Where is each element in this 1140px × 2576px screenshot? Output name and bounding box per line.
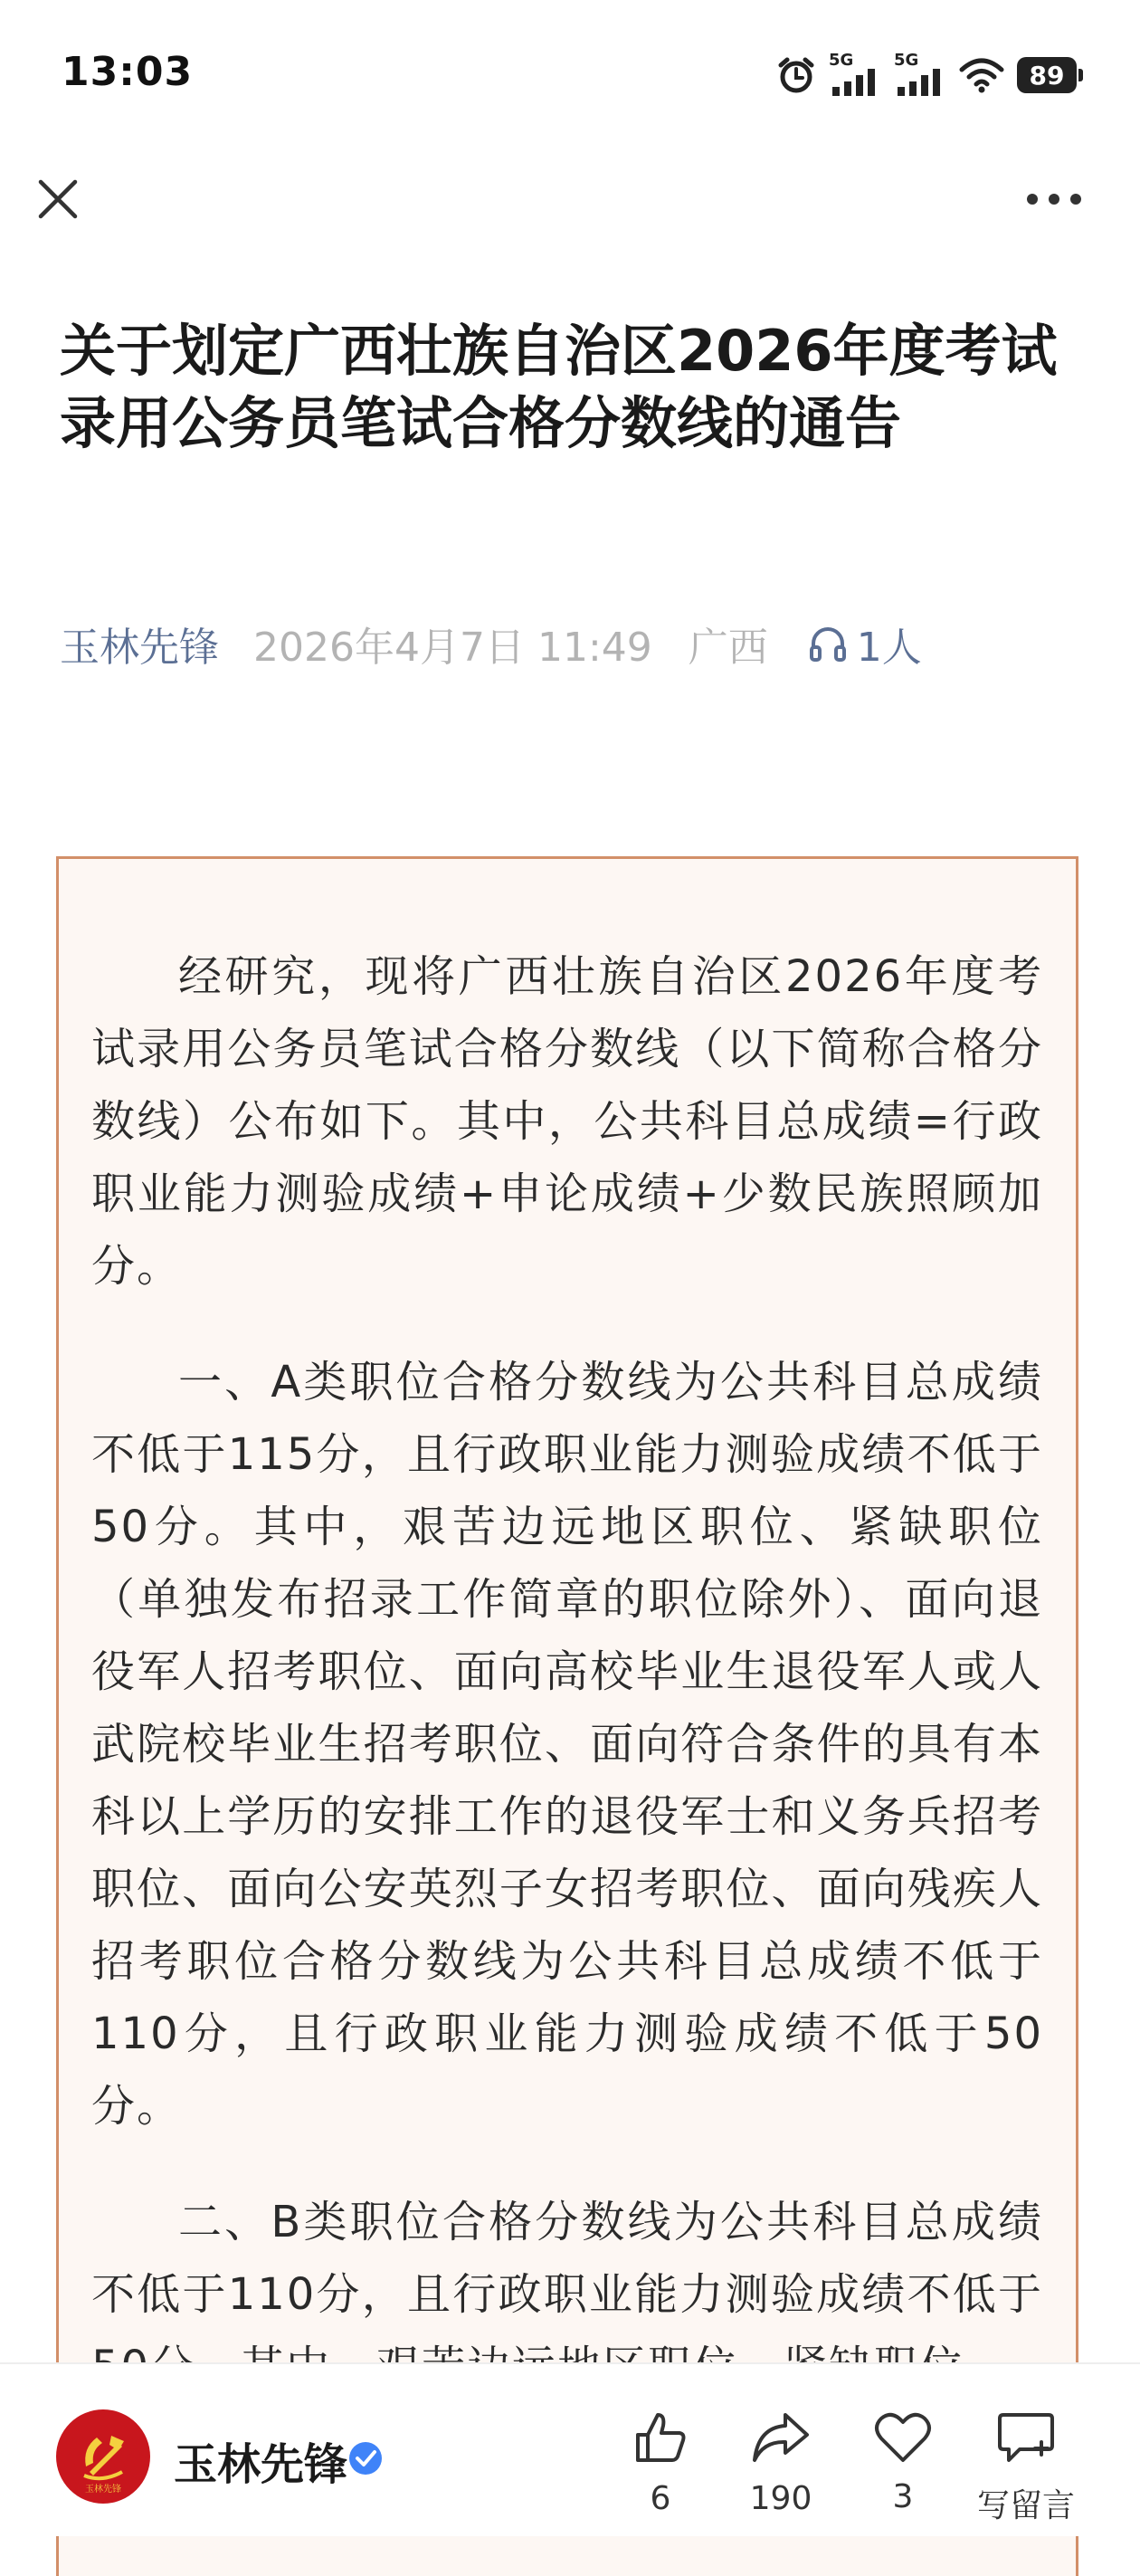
- close-button[interactable]: [33, 174, 83, 224]
- favorite-button[interactable]: [840, 2409, 966, 2515]
- network-label: 5G: [829, 51, 854, 70]
- favorite-count: 3: [892, 2478, 914, 2515]
- verified-badge-icon: [347, 2440, 384, 2476]
- status-icons: [776, 52, 1077, 98]
- region-label: 广西: [688, 625, 768, 671]
- signal-icon-2: [894, 51, 946, 96]
- page-title: 关于划定广西壮族自治区2026年度考试录用公务员笔试合格分数线的通告: [60, 318, 1058, 456]
- more-icon: [1026, 193, 1082, 205]
- comment-button[interactable]: [963, 2409, 1089, 2526]
- heart-icon: [874, 2409, 932, 2464]
- share-icon: [751, 2409, 811, 2466]
- share-button[interactable]: [717, 2409, 844, 2517]
- battery-icon: [1017, 57, 1077, 93]
- battery-level: 89: [1029, 60, 1065, 91]
- paragraph-a-class: 一、A类职位合格分数线为公共科目总成绩不低于115分，且行政职业能力测验成绩不低于50分。其中，艰苦边远地区职位、紧缺职位（单独发布招录工作简章的职位除外）、面向退役军人招考职位、面向高校毕业生退役军人或人武院校毕业生招考职位、面向符合条件的具有本科以上学历的安排工作的退役军士和义务兵招考职位、面向公安英烈子女招考职位、面向残疾人招考职位合格分数线为公共科目总成绩不低于110分，且行政职业能力测验成绩不低于50分。: [91, 1357, 1043, 2132]
- party-emblem-icon: [70, 2423, 137, 2490]
- bottom-bar: [0, 2362, 1140, 2536]
- share-count: 190: [749, 2480, 812, 2517]
- close-icon: [37, 178, 79, 220]
- paragraph-intro: 经研究，现将广西壮族自治区2026年度考试录用公务员笔试合格分数线（以下简称合格分数线）公布如下。其中，公共科目总成绩=行政职业能力测验成绩+申论成绩+少数民族照顾加分。: [91, 951, 1043, 1292]
- network-label-2: 5G: [894, 51, 919, 70]
- account-name[interactable]: 玉林先锋: [174, 2439, 348, 2490]
- more-button[interactable]: [1022, 174, 1086, 224]
- avatar-text: 玉林先锋: [85, 2485, 121, 2495]
- listener-count: 1人: [856, 625, 922, 671]
- article-body: [56, 856, 1078, 2576]
- comment-add-icon: [996, 2409, 1056, 2466]
- thumbs-up-icon: [632, 2409, 689, 2466]
- like-count: 6: [650, 2480, 671, 2517]
- listen-button[interactable]: [808, 615, 922, 673]
- status-bar: [0, 0, 1140, 154]
- signal-icon: [829, 51, 881, 96]
- publish-date: 2026年4月7日 11:49: [253, 625, 652, 671]
- comment-label: 写留言: [976, 2487, 1075, 2524]
- article-meta: [60, 612, 922, 675]
- wifi-icon: [959, 57, 1004, 93]
- avatar[interactable]: [56, 2409, 150, 2504]
- like-button[interactable]: [597, 2409, 724, 2517]
- headphones-icon: [808, 624, 848, 663]
- author-link[interactable]: 玉林先锋: [60, 625, 219, 671]
- status-time: 13:03: [62, 49, 194, 95]
- paragraph-b-class: 二、B类职位合格分数线为公共科目总成绩不低于110分，且行政职业能力测验成绩不低于: [91, 2197, 1043, 2320]
- alarm-icon: [776, 55, 816, 95]
